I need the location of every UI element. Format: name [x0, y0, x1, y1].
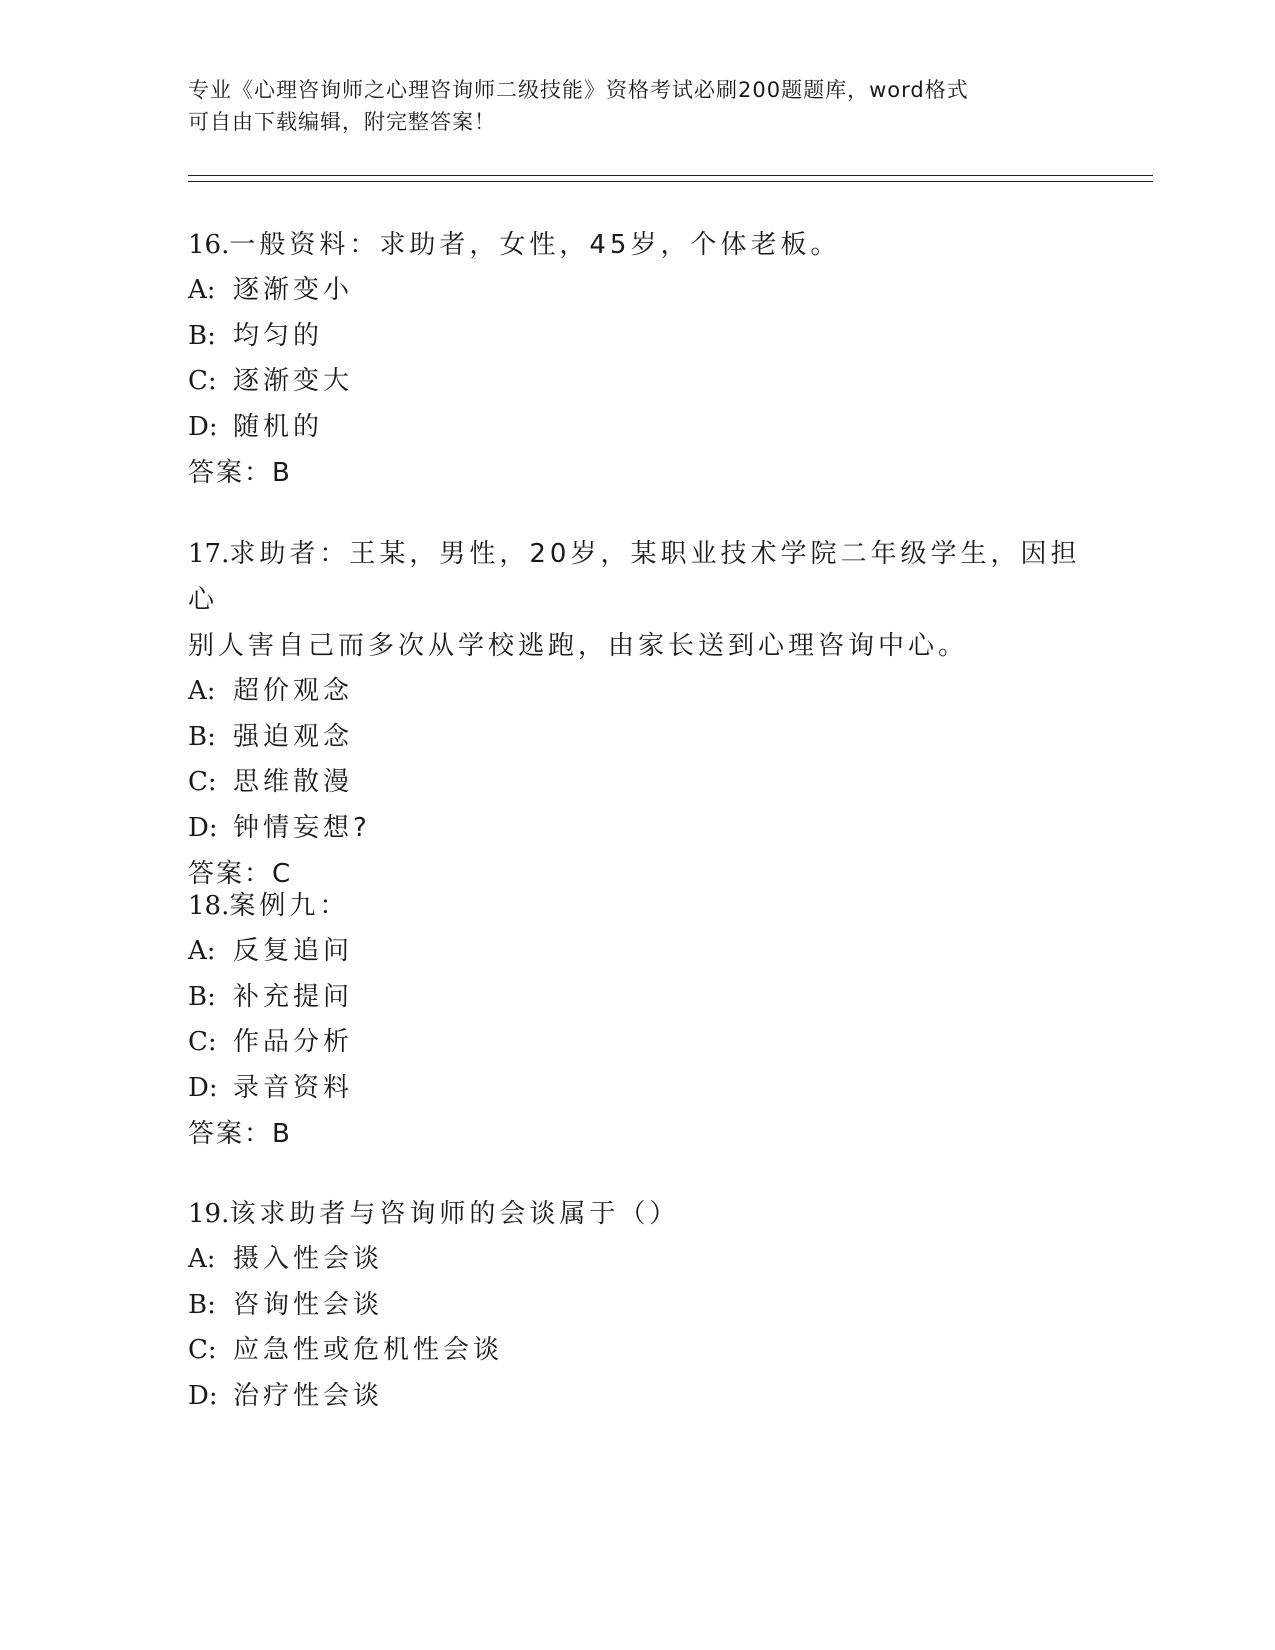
- option-a: [188, 669, 1088, 715]
- option-text: 强迫观念: [233, 721, 354, 752]
- option-c: [188, 1020, 1088, 1066]
- option-letter: B:: [188, 320, 216, 351]
- option-a: [188, 268, 1088, 314]
- question-stem-line: 求助者：王某，男性，20岁，某职业技术学院二年级学生，因担心: [188, 539, 1081, 615]
- header-line-1: 专业《心理咨询师之心理咨询师二级技能》资格考试必刷200题题库，word格式: [188, 78, 969, 102]
- answer: 答案：B: [188, 458, 292, 488]
- answer: 答案：C: [188, 859, 293, 889]
- question-17: [188, 531, 1088, 897]
- option-letter: C:: [188, 1335, 217, 1365]
- option-text: 超价观念: [233, 676, 354, 706]
- question-number: 18.: [188, 891, 230, 921]
- option-letter: A:: [188, 275, 216, 305]
- option-letter: D:: [188, 411, 218, 442]
- document-header: [188, 74, 1088, 138]
- answer: 答案：B: [188, 1119, 292, 1149]
- question-number: 19.: [188, 1199, 230, 1229]
- option-letter: A:: [188, 676, 216, 706]
- question-number: 16.: [188, 230, 230, 260]
- option-c: [188, 359, 1088, 405]
- option-text: 思维散漫: [233, 767, 354, 797]
- option-d: [188, 1066, 1088, 1112]
- option-d: [188, 806, 1088, 852]
- option-a: [188, 929, 1088, 975]
- option-text: 逐渐变小: [233, 275, 354, 305]
- option-text: 逐渐变大: [233, 366, 354, 396]
- question-stem-line: 一般资料：求助者，女性，45岁，个体老板。: [229, 230, 841, 260]
- question-stem: [188, 531, 1088, 623]
- option-letter: B:: [188, 721, 216, 752]
- option-text: 均匀的: [233, 320, 324, 351]
- question-stem-line: 案例九：: [229, 891, 350, 921]
- option-a: [188, 1237, 1088, 1283]
- option-text: 作品分析: [233, 1027, 354, 1057]
- question-number: 17.: [188, 539, 230, 569]
- option-text: 反复追问: [233, 936, 354, 966]
- question-19: [188, 1191, 1088, 1419]
- option-d: [188, 405, 1088, 451]
- question-18: [188, 883, 1088, 1157]
- option-letter: A:: [188, 1244, 216, 1274]
- header-divider-bottom: [188, 181, 1153, 182]
- option-c: [188, 1328, 1088, 1374]
- option-letter: B:: [188, 981, 216, 1012]
- option-letter: D:: [188, 1380, 218, 1411]
- option-letter: C:: [188, 1027, 217, 1057]
- option-d: [188, 1374, 1088, 1420]
- option-text: 录音资料: [233, 1072, 354, 1103]
- header-divider-top: [188, 175, 1153, 176]
- header-line-2: 可自由下载编辑，附完整答案！: [188, 110, 496, 134]
- option-letter: A:: [188, 936, 216, 966]
- option-letter: C:: [188, 366, 217, 396]
- option-b: [188, 1283, 1088, 1329]
- option-text: 补充提问: [233, 981, 354, 1012]
- question-stem: [188, 222, 1088, 268]
- option-b: [188, 975, 1088, 1021]
- option-text: 摄入性会谈: [233, 1244, 384, 1274]
- question-stem: [188, 883, 1088, 929]
- question-16: [188, 222, 1088, 496]
- option-text: 咨询性会谈: [233, 1289, 384, 1320]
- option-text: 治疗性会谈: [233, 1380, 384, 1411]
- question-stem-continued: 别人害自己而多次从学校逃跑，由家长送到心理咨询中心。: [188, 631, 969, 661]
- option-text: 应急性或危机性会谈: [233, 1335, 504, 1365]
- option-letter: D:: [188, 1072, 218, 1103]
- option-b: [188, 715, 1088, 761]
- question-stem: [188, 1191, 1088, 1237]
- option-b: [188, 314, 1088, 360]
- option-text: 钟情妄想?: [233, 812, 371, 843]
- option-letter: C:: [188, 767, 217, 797]
- option-letter: D:: [188, 812, 218, 843]
- question-stem-line: 该求助者与咨询师的会谈属于（）: [229, 1199, 680, 1229]
- option-c: [188, 760, 1088, 806]
- option-letter: B:: [188, 1289, 216, 1320]
- option-text: 随机的: [233, 411, 324, 442]
